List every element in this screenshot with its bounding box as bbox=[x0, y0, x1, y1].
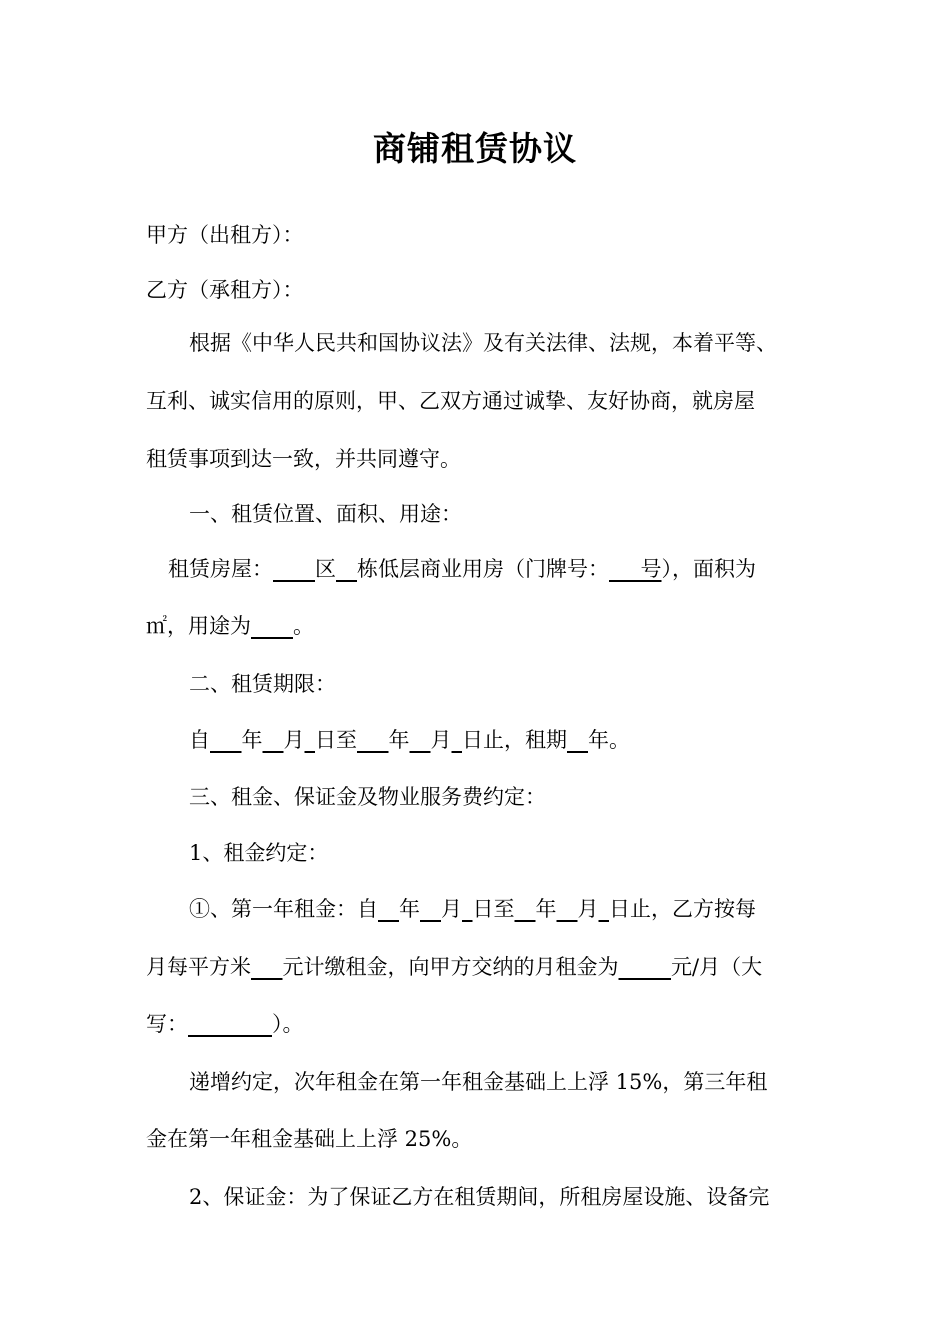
section-1-heading: 一、租赁位置、面积、用途： bbox=[189, 502, 462, 526]
rent-heading: 1、租金约定： bbox=[189, 841, 329, 865]
blank-year: __ bbox=[378, 897, 399, 921]
blank-month: __ bbox=[420, 897, 441, 921]
rental-property-line bbox=[168, 553, 848, 585]
text-segment: 年 bbox=[241, 728, 263, 752]
blank-door-number: ___号 bbox=[609, 557, 662, 581]
text-segment: 租赁房屋： bbox=[168, 557, 273, 581]
blank-amount-in-words: ________ bbox=[188, 1012, 272, 1036]
blank-end-year: ___ bbox=[357, 728, 389, 752]
intro-line-1: 根据《中华人民共和国协议法》及有关法律、法规，本着平等、 bbox=[189, 331, 777, 355]
blank-start-day: _ bbox=[304, 728, 315, 752]
text-segment: 月 bbox=[441, 897, 462, 921]
text-segment: 年。 bbox=[588, 728, 630, 752]
text-segment: 写： bbox=[146, 1012, 188, 1036]
text-segment: 月 bbox=[283, 728, 305, 752]
section-2-heading: 二、租赁期限： bbox=[189, 672, 336, 696]
blank-usage: ____ bbox=[251, 614, 293, 638]
text-segment: 自 bbox=[189, 728, 210, 752]
blank-day: _ bbox=[598, 897, 609, 921]
text-segment: 元/月（大 bbox=[671, 955, 763, 979]
text-segment: ），面积为 bbox=[661, 557, 756, 581]
area-usage-line bbox=[146, 610, 826, 642]
blank-end-day: _ bbox=[451, 728, 462, 752]
first-year-rent-line-3 bbox=[146, 1008, 826, 1040]
blank-end-month: __ bbox=[409, 728, 431, 752]
blank-month: __ bbox=[556, 897, 578, 921]
text-segment: 年 bbox=[388, 728, 410, 752]
blank-start-year: ___ bbox=[210, 728, 242, 752]
text-segment: 月每平方米 bbox=[146, 955, 251, 979]
text-segment: 月 bbox=[577, 897, 599, 921]
text-segment: 日至 bbox=[315, 728, 357, 752]
blank-start-month: __ bbox=[262, 728, 284, 752]
intro-line-2: 互利、诚实信用的原则，甲、乙双方通过诚挚、友好协商，就房屋 bbox=[146, 389, 755, 413]
deposit-line-1: 2、保证金：为了保证乙方在租赁期间，所租房屋设施、设备完 bbox=[189, 1185, 770, 1209]
increment-line-2: 金在第一年租金基础上上浮 25%。 bbox=[146, 1127, 473, 1151]
party-b-line: 乙方（承租方）： bbox=[146, 278, 304, 302]
text-segment: ①、第一年租金：自 bbox=[189, 897, 378, 921]
text-segment: 日止，乙方按每 bbox=[609, 897, 756, 921]
blank-building: __ bbox=[336, 557, 357, 581]
blank-day: _ bbox=[462, 897, 473, 921]
lease-term-line bbox=[189, 724, 869, 756]
blank-monthly-rent: _____ bbox=[618, 955, 671, 979]
text-segment: ㎡，用途为 bbox=[146, 614, 251, 638]
text-segment: 元计缴租金，向甲方交纳的月租金为 bbox=[282, 955, 619, 979]
first-year-rent-line-2 bbox=[146, 951, 826, 983]
blank-price-per-sqm: ___ bbox=[251, 955, 283, 979]
text-segment: 日止，租期 bbox=[462, 728, 567, 752]
section-3-heading: 三、租金、保证金及物业服务费约定： bbox=[189, 785, 546, 809]
blank-year: __ bbox=[514, 897, 536, 921]
text-segment: 日至 bbox=[472, 897, 515, 921]
text-segment: ）。 bbox=[272, 1012, 304, 1036]
document-title: 商铺租赁协议 bbox=[373, 129, 577, 168]
text-segment: 栋低层商业用房（门牌号： bbox=[357, 557, 609, 581]
blank-district: ____ bbox=[273, 557, 315, 581]
text-segment: 年 bbox=[535, 897, 557, 921]
text-segment: 月 bbox=[430, 728, 452, 752]
blank-term-years: __ bbox=[567, 728, 588, 752]
text-segment: 年 bbox=[399, 897, 420, 921]
increment-line-1: 递增约定，次年租金在第一年租金基础上上浮 15%，第三年租 bbox=[189, 1070, 768, 1094]
first-year-rent-line-1 bbox=[189, 893, 869, 925]
text-segment: 。 bbox=[293, 614, 314, 638]
text-segment: 区 bbox=[315, 557, 336, 581]
party-a-line: 甲方（出租方）： bbox=[146, 223, 304, 247]
intro-line-3: 租赁事项到达一致，并共同遵守。 bbox=[146, 447, 461, 471]
